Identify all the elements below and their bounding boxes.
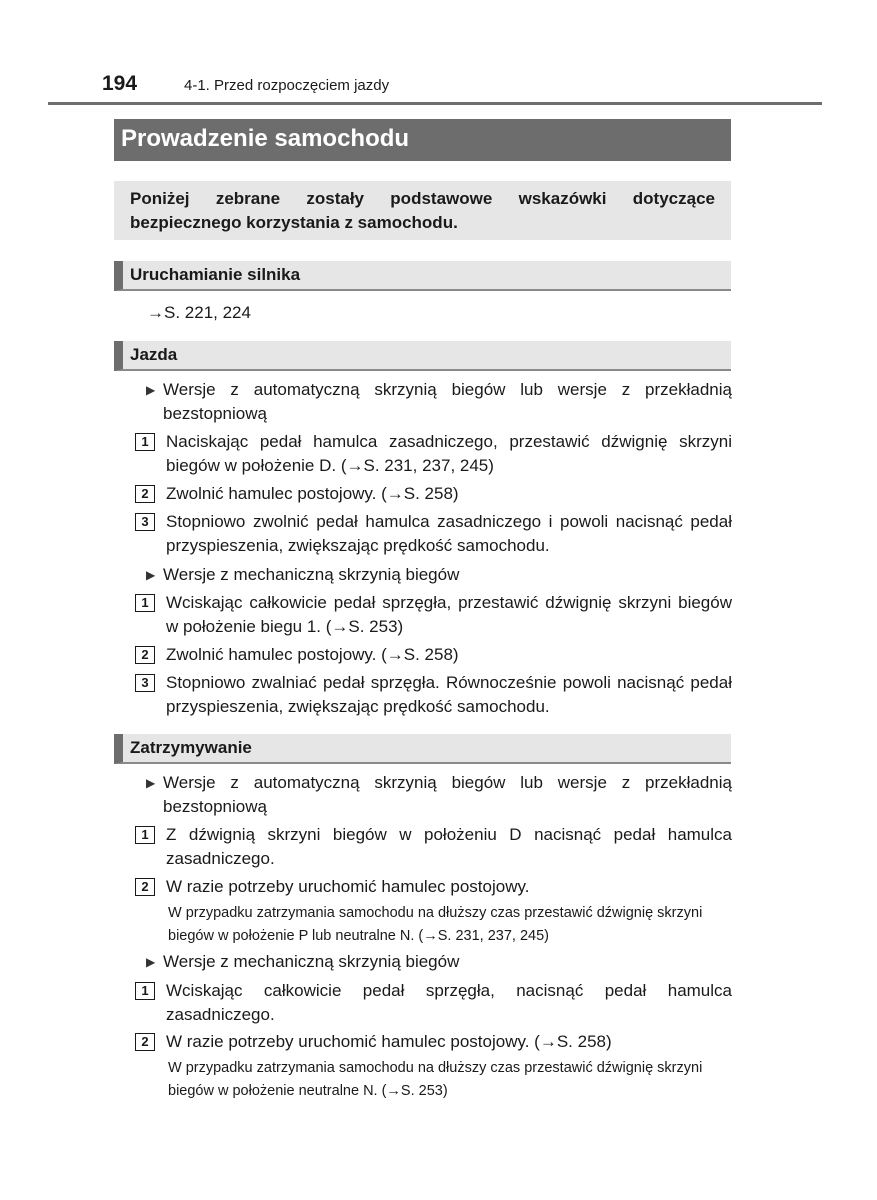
triangle-bullet-icon: ▶ <box>146 568 156 582</box>
stopping-auto-note: W przypadku zatrzymania samochodu na dłuższy czas przestawić dźwignię skrzyni biegów w położenie P lub neutralne N. (→S. 231, 237, 245) <box>168 905 703 944</box>
section-heading-engine-start: Uruchamianie silnika <box>114 261 731 291</box>
step-number-badge: 1 <box>135 433 155 451</box>
driving-auto-step-3 <box>135 510 732 558</box>
section-heading-driving: Jazda <box>114 341 731 371</box>
step-text: W razie potrzeby uruchomić hamulec postojowy. (→S. 258) <box>166 1032 612 1051</box>
stopping-manual-step-2 <box>135 1030 732 1054</box>
bullet-text: Wersje z mechaniczną skrzynią biegów <box>163 952 460 971</box>
triangle-bullet-icon: ▶ <box>146 383 156 397</box>
stopping-auto-step-1 <box>135 823 732 871</box>
step-text: Stopniowo zwalniać pedał sprzęgła. Równocześnie powoli nacisnąć pedał przyspieszenia, zwiększając prędkość samochodu. <box>166 673 732 716</box>
step-text: Wciskając całkowicie pedał sprzęgła, przestawić dźwignię skrzyni biegów w położenie biegu 1. (→S. 253) <box>166 593 732 636</box>
page-number: 194 <box>102 72 138 95</box>
chapter-title: Prowadzenie samochodu <box>114 119 731 161</box>
driving-auto-step-1 <box>135 430 732 478</box>
page-header <box>102 72 822 104</box>
step-number-badge: 3 <box>135 674 155 692</box>
bullet-text: Wersje z automatyczną skrzynią biegów lub wersje z przekładnią bezstopniową <box>163 380 732 423</box>
engine-start-reference: →S. 221, 224 <box>147 303 251 322</box>
step-text: Stopniowo zwolnić pedał hamulca zasadniczego i powoli nacisnąć pedał przyspieszenia, zwiększając prędkość samochodu. <box>166 512 732 555</box>
driving-automatic-label <box>146 378 732 426</box>
step-number-badge: 2 <box>135 646 155 664</box>
driving-manual-step-3 <box>135 671 732 719</box>
step-text: Naciskając pedał hamulca zasadniczego, przestawić dźwignię skrzyni biegów w położenie D. (→S. 231, 237, 245) <box>166 432 732 475</box>
triangle-bullet-icon: ▶ <box>146 955 156 969</box>
stopping-manual-note: W przypadku zatrzymania samochodu na dłuższy czas przestawić dźwignię skrzyni biegów w położenie neutralne N. (→S. 253) <box>168 1060 703 1099</box>
step-number-badge: 2 <box>135 1033 155 1051</box>
step-number-badge: 1 <box>135 594 155 612</box>
running-head: 4-1. Przed rozpoczęciem jazdy <box>184 77 390 94</box>
stopping-auto-step-2 <box>135 875 732 899</box>
step-text: Zwolnić hamulec postojowy. (→S. 258) <box>166 645 459 664</box>
step-text: W razie potrzeby uruchomić hamulec postojowy. <box>166 877 530 896</box>
step-number-badge: 2 <box>135 878 155 896</box>
triangle-bullet-icon: ▶ <box>146 776 156 790</box>
header-divider <box>48 102 822 105</box>
driving-manual-step-2 <box>135 643 732 667</box>
section-heading-stopping: Zatrzymywanie <box>114 734 731 764</box>
stopping-manual-label <box>146 950 732 974</box>
step-number-badge: 3 <box>135 513 155 531</box>
stopping-automatic-label <box>146 771 732 819</box>
stopping-manual-step-1 <box>135 979 732 1027</box>
step-text: Z dźwignią skrzyni biegów w położeniu D nacisnąć pedał hamulca zasadniczego. <box>166 825 732 868</box>
bullet-text: Wersje z automatyczną skrzynią biegów lub wersje z przekładnią bezstopniową <box>163 773 732 816</box>
bullet-text: Wersje z mechaniczną skrzynią biegów <box>163 565 460 584</box>
step-text: Wciskając całkowicie pedał sprzęgła, nacisnąć pedał hamulca zasadniczego. <box>166 981 732 1024</box>
step-number-badge: 2 <box>135 485 155 503</box>
step-number-badge: 1 <box>135 826 155 844</box>
step-number-badge: 1 <box>135 982 155 1000</box>
driving-manual-label <box>146 563 732 587</box>
step-text: Zwolnić hamulec postojowy. (→S. 258) <box>166 484 459 503</box>
driving-auto-step-2 <box>135 482 732 506</box>
intro-box: Poniżej zebrane zostały podstawowe wskazówki dotyczące bezpiecznego korzystania z samochodu. <box>114 181 731 240</box>
driving-manual-step-1 <box>135 591 732 639</box>
